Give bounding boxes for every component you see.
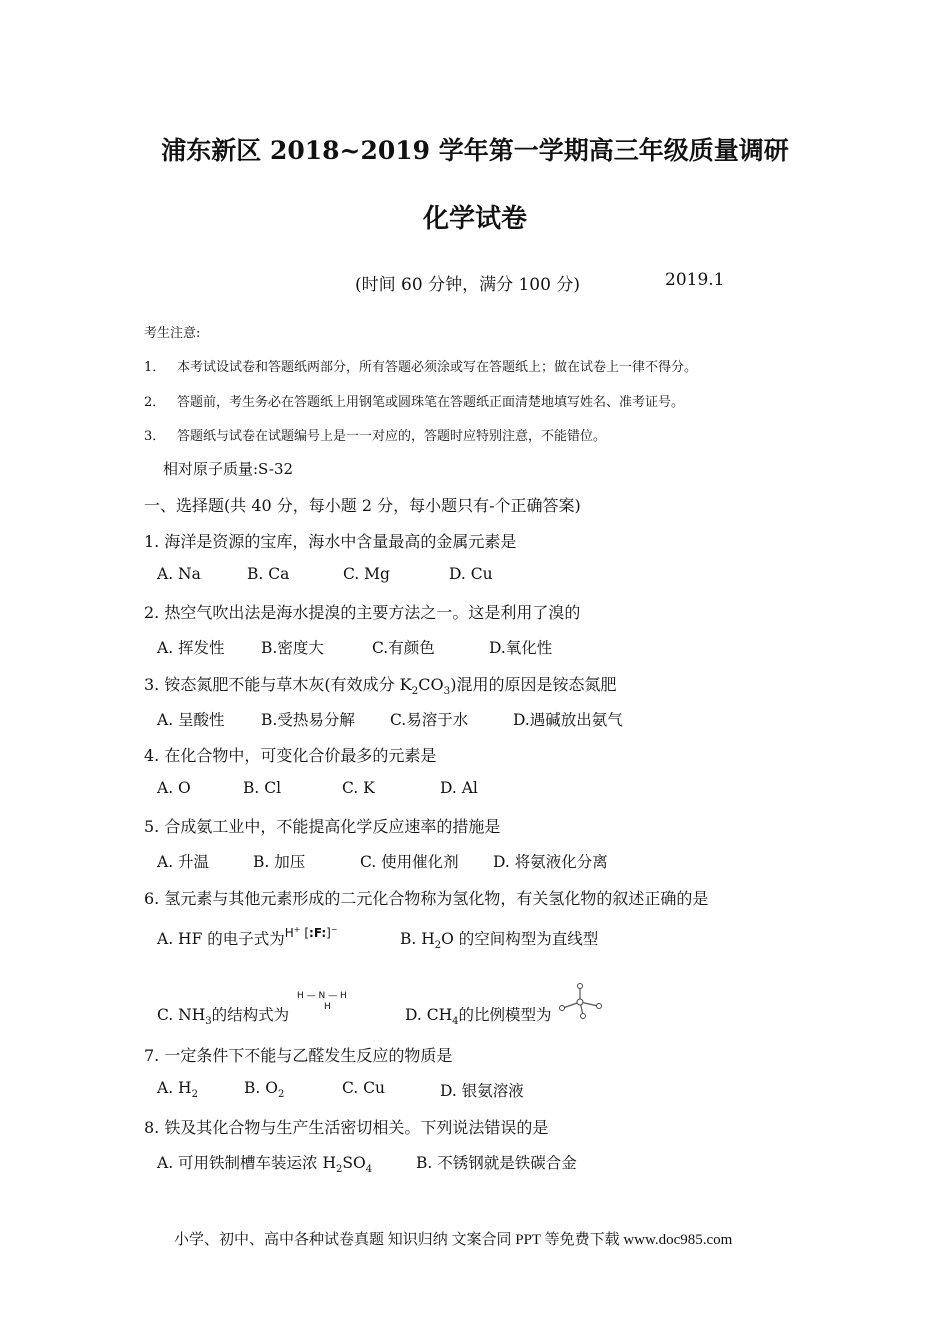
q2-option-a: A. 挥发性 <box>157 639 225 657</box>
notice-item-3: 答题纸与试卷在试题编号上是一一对应的，答题时应特别注意，不能错位。 <box>177 429 607 444</box>
exam-subtitle: 化学试卷 <box>422 204 527 234</box>
q3-option-b: B.受热易分解 <box>261 711 355 729</box>
notice-item-2: 答题前，考生务必在答题纸上用钢笔或圆珠笔在答题纸正面清楚地填写姓名、准考证号。 <box>177 395 685 410</box>
q8-option-b: B. 不锈钢就是铁碳合金 <box>416 1154 577 1172</box>
exam-title: 浦东新区 2018~2019 学年第一学期高三年级质量调研 <box>161 136 789 165</box>
notice-item-1-num: 1． <box>144 360 166 375</box>
question-5-stem: 5. 合成氨工业中，不能提高化学反应速率的措施是 <box>144 817 501 836</box>
footer-text: 小学、初中、高中各种试卷真题 知识归纳 文案合同 PPT 等免费下载 www.doc985.com <box>174 1232 733 1248</box>
q7-option-a: A. $H_2$ <box>157 1079 198 1101</box>
q7-option-b: B. $O_2$ <box>244 1079 285 1101</box>
question-4-stem: 4. 在化合物中，可变化合价最多的元素是 <box>144 746 437 765</box>
q6-option-a: A. HF 的电子式为H+ [:F:]− <box>157 925 338 948</box>
q5-option-d: D. 将氨液化分离 <box>493 853 608 871</box>
exam-date: 2019.1 <box>665 270 725 290</box>
q2-option-c: C.有颜色 <box>372 639 435 657</box>
notice-item-1: 本考试设试卷和答题纸两部分，所有答题必须涂或写在答题纸上；做在试卷上一律不得分。 <box>177 360 698 375</box>
q5-option-a: A. 升温 <box>157 853 210 871</box>
question-2-stem: 2. 热空气吹出法是海水提溴的主要方法之一。这是利用了溴的 <box>144 603 581 622</box>
q1-option-b: B. Ca <box>247 565 290 583</box>
time-info: (时间 60 分钟，满分 100 分) <box>355 275 580 295</box>
notice-heading: 考生注意: <box>144 326 201 341</box>
q3-option-a: A. 呈酸性 <box>157 711 225 729</box>
question-3-stem: 3. 铵态氮肥不能与草木灰(有效成分 $K_2CO_3$)混用的原因是铵态氮肥 <box>144 675 617 698</box>
q2-option-d: D.氧化性 <box>489 639 553 657</box>
notice-item-3-num: 3． <box>144 429 166 444</box>
q4-option-a: A. O <box>157 779 191 797</box>
section-heading: 一、选择题(共 40 分，每小题 2 分，每小题只有-个正确答案) <box>144 496 581 515</box>
question-7-stem: 7. 一定条件下不能与乙醛发生反应的物质是 <box>144 1046 453 1065</box>
q1-option-a: A. Na <box>157 565 201 583</box>
q3-option-d: D.遇碱放出氨气 <box>513 711 623 729</box>
q2-option-b: B.密度大 <box>261 639 324 657</box>
q3-option-c: C.易溶于水 <box>390 711 469 729</box>
q5-option-b: B. 加压 <box>253 853 306 871</box>
q7-option-c: C. Cu <box>342 1079 386 1097</box>
q4-option-b: B. Cl <box>243 779 282 797</box>
q4-option-c: C. K <box>342 779 375 797</box>
question-6-stem: 6. 氢元素与其他元素形成的二元化合物称为氢化物，有关氢化物的叙述正确的是 <box>144 889 709 908</box>
question-1-stem: 1. 海洋是资源的宝库，海水中含量最高的金属元素是 <box>144 532 517 551</box>
question-8-stem: 8. 铁及其化合物与生产生活密切相关。下列说法错误的是 <box>144 1118 549 1137</box>
q7-option-d: D. 银氨溶液 <box>440 1082 524 1100</box>
nh3-structure: H — N — H H <box>297 991 347 1012</box>
ch4-model-icon <box>556 982 608 1020</box>
notice-item-2-num: 2． <box>144 395 166 410</box>
hf-electron-formula: H+ [:F:]− <box>284 925 338 940</box>
q5-option-c: C. 使用催化剂 <box>360 853 459 871</box>
q4-option-d: D. Al <box>440 779 478 797</box>
q6-option-d: D. $CH_4$的比例模型为 <box>405 1006 552 1028</box>
q1-option-d: D. Cu <box>449 565 493 583</box>
q1-option-c: C. Mg <box>343 565 390 583</box>
atomic-mass: 相对原子质量:S-32 <box>163 460 294 478</box>
q6-option-b: B. $H_2O$ 的空间构型为直线型 <box>400 930 599 952</box>
q8-option-a: A. 可用铁制槽车装运浓 $H_2SO_4$ <box>157 1154 373 1176</box>
q6-option-c: C. $NH_3$的结构式为 <box>157 1006 290 1028</box>
